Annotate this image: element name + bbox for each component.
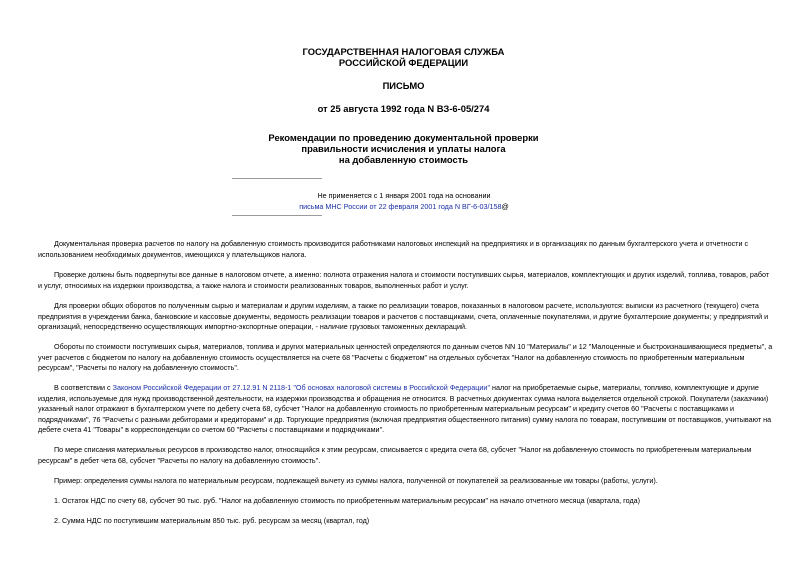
status-top-rule xyxy=(232,178,322,179)
repeal-letter-link[interactable]: письма МНС России от 22 февраля 2001 года N ВГ-6-03/158 xyxy=(299,202,502,211)
agency-name-line1: ГОСУДАРСТВЕННАЯ НАЛОГОВАЯ СЛУЖБА xyxy=(302,46,505,57)
document-title-line2: правильности исчисления и уплаты налога xyxy=(301,143,506,154)
example-item-2: 2. Сумма НДС по поступившим материальным 850 тыс. руб. ресурсам за месяц (квартал, год) xyxy=(54,516,370,525)
paragraph-5-intro: В соответствии с xyxy=(54,383,113,392)
agency-name-line2: РОССИЙСКОЙ ФЕДЕРАЦИИ xyxy=(338,57,469,68)
document-title-line3: на добавленную стоимость xyxy=(338,154,469,165)
paragraph-7: Пример: определения суммы налога по материальным ресурсам, подлежащей вычету из суммы налога, полученной от покупателей за реализованные им товары (работы, услуги). xyxy=(54,476,658,485)
tax-law-link[interactable]: Законом Российской Федерации от 27.12.91 N 2118-1 "Об основах налоговой системы в Российской Федерации" xyxy=(112,383,491,392)
status-note-link-line xyxy=(250,202,558,212)
paragraph-2: Проверке должны быть подвергнуты все данные в налоговом отчете, а именно: полнота отражения налога и стоимости поступивших сырья, материалов, комплектующих и других изделий, топлива, товаров, работ и услуг, относимых на издержки производства, а также налога и стоимости реализованных товаров, выполненных работ и услуг. xyxy=(38,270,770,290)
paragraph-5-body: налог на приобретаемые сырье, материалы, топливо, комплектующие и другие изделия, используемые для нужд производственной деятельности, на издержки производства и обращения не относится. В расчетных документах сумма налога выделяется отдельной строкой. Покупатели (заказчики) указанный налог отражают в бухгалтерском учете по дебету счета 68, субсчет "Налог на добавленную стоимость по приобретенным материальным ресурсам" и кредиту счетов 60 "Расчеты с поставщиками и подрядчиками", 76 "Расчеты с разными дебиторами и кредиторами" и др. Торгующие предприятия (включая предприятия общественного питания) сумму налога по товарам, поступившим от поставщиков, учитывают на дебете счета 41 "Товары" в корреспонденции со счетом 60 "Расчеты с поставщиками и подрядчиками". xyxy=(38,383,772,435)
status-note-line: Не применяется с 1 января 2001 года на основании xyxy=(317,191,491,200)
at-sign: @ xyxy=(501,202,509,211)
paragraph-6: По мере списания материальных ресурсов в производство налог, относящийся к этим ресурсам, списывается с кредита счета 68, субсчет "Налог на добавленную стоимость по приобретенным материальным ресурсам" в дебет чета 68, субсчет "Расчеты по налогу на добавленную стоимость". xyxy=(38,445,752,465)
status-bottom-rule xyxy=(232,215,322,216)
document-type: ПИСЬМО xyxy=(382,80,425,91)
paragraph-4: Обороты по стоимости поступивших сырья, материалов, топлива и других материальных ценностей определяются по данным счетов NN 10 "Материалы" и 12 "Малоценные и быстроизнашивающиеся предметы", а учет расчетов с бюджетом по налогу на добавленную стоимость осуществляется на счете 68 "Расчеты с бюджетом" на отдельных субсчетах "Налог на добавленную стоимость по приобретенным материальным ресурсам", "Расчеты по налогу на добавленную стоимость". xyxy=(38,342,773,373)
paragraph-5 xyxy=(38,383,775,436)
document-title-line1: Рекомендации по проведению документальной проверки xyxy=(268,132,539,143)
example-item-1: 1. Остаток НДС по счету 68, субсчет 90 тыс. руб. "Налог на добавленную стоимость по приобретенным материальным ресурсам" на начало отчетного месяца (квартала, года) xyxy=(54,496,641,505)
paragraph-1: Документальная проверка расчетов по налогу на добавленную стоимость производится работниками налоговых инспекций на предприятиях и в организациях по данным бухгалтерского учета и отчетности с использованием необходимых документов, имеющихся у плательщиков налога. xyxy=(38,239,749,259)
paragraph-3: Для проверки общих оборотов по полученным сырью и материалам и другим изделиям, а также по реализации товаров, показанных в налоговом расчете, используются: выписки из расчетного (текущего) счета предприятия в учреждении банка, банковские и кассовые документы, ведомость реализации товаров и расчетов с поставщиками, счета, оплаченные покупателями, и другие бухгалтерские документы; у предприятий и организаций, непосредственно осуществляющих импортно-экспортные операции, - наличие грузовых таможенных деклараций. xyxy=(38,301,769,332)
document-date-number: от 25 августа 1992 года N ВЗ-6-05/274 xyxy=(317,103,490,114)
